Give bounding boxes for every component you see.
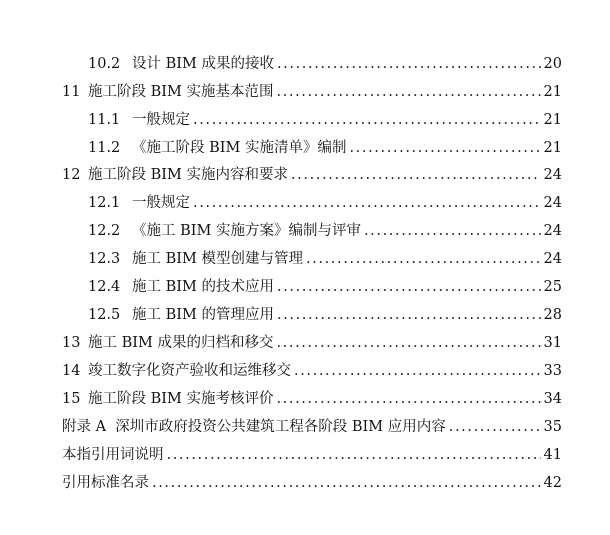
toc-entry-number: 11.2 xyxy=(88,140,121,156)
toc-entry-title: 本指引用词说明 xyxy=(62,447,164,463)
toc-entry-page: 24 xyxy=(543,251,562,267)
toc-entry-12[interactable] xyxy=(0,163,610,187)
toc-entry-title: 《施工 BIM 实施方案》编制与评审 xyxy=(132,223,361,239)
toc-entry-page: 20 xyxy=(543,56,562,72)
toc-entry-number: 12.1 xyxy=(88,195,121,211)
toc-entry-page: 42 xyxy=(543,475,562,491)
toc-entry-number: 11.1 xyxy=(88,112,121,128)
toc-entry-number: 12.2 xyxy=(88,223,121,239)
toc-entry-title: 施工阶段 BIM 实施考核评价 xyxy=(88,391,274,407)
toc-entry-title: 一般规定 xyxy=(132,112,190,128)
dot-leader xyxy=(276,387,540,411)
toc-entry-title: 一般规定 xyxy=(132,195,190,211)
toc-entry-page: 21 xyxy=(543,84,562,100)
toc-entry-title: 施工阶段 BIM 实施基本范围 xyxy=(88,84,274,100)
toc-entry-11-1[interactable] xyxy=(0,108,610,132)
toc-entry-number: 12.4 xyxy=(88,279,121,295)
toc-entry-page: 35 xyxy=(543,419,562,435)
toc-entry-14[interactable] xyxy=(0,359,610,383)
toc-entry-page: 31 xyxy=(543,335,562,351)
dot-leader xyxy=(193,108,541,132)
toc-entry-12-5[interactable] xyxy=(0,303,610,327)
dot-leader xyxy=(277,275,541,299)
toc-entry-title: 施工阶段 BIM 实施内容和要求 xyxy=(88,167,288,183)
toc-entry-page: 25 xyxy=(543,279,562,295)
toc-entry-12-1[interactable] xyxy=(0,191,610,215)
dot-leader xyxy=(193,191,541,215)
toc-entry-page: 24 xyxy=(543,195,562,211)
toc-entry-title: 竣工数字化资产验收和运维移交 xyxy=(88,363,291,379)
toc-entry-11[interactable] xyxy=(0,80,610,104)
toc-entry-title: 施工 BIM 的管理应用 xyxy=(132,307,274,323)
toc-entry-page: 41 xyxy=(543,447,562,463)
dot-leader xyxy=(276,331,540,355)
toc-entry-number: 14 xyxy=(62,363,81,379)
dot-leader xyxy=(449,415,541,439)
dot-leader xyxy=(364,219,541,243)
toc-entry-page: 28 xyxy=(543,307,562,323)
toc-entry-12-2[interactable] xyxy=(0,219,610,243)
toc-entry-page: 21 xyxy=(543,112,562,128)
toc-entry-title: 设计 BIM 成果的接收 xyxy=(132,56,274,72)
toc-entry-number: 12.5 xyxy=(88,307,121,323)
toc-entry-11-2[interactable] xyxy=(0,136,610,160)
toc-entry-15[interactable] xyxy=(0,387,610,411)
toc-entry-appendix-a[interactable] xyxy=(0,415,610,439)
toc-entry-page: 24 xyxy=(543,167,562,183)
toc-entry-title: 施工 BIM 模型创建与管理 xyxy=(132,251,303,267)
dot-leader xyxy=(277,303,541,327)
dot-leader xyxy=(277,52,541,76)
toc-entry-title: 《施工阶段 BIM 实施清单》编制 xyxy=(132,140,347,156)
toc-entry-title: 附录 A 深圳市政府投资公共建筑工程各阶段 BIM 应用内容 xyxy=(62,419,446,435)
toc-entry-number: 13 xyxy=(62,335,81,351)
toc-entry-12-3[interactable] xyxy=(0,247,610,271)
toc-entry-12-4[interactable] xyxy=(0,275,610,299)
toc-entry-number: 11 xyxy=(62,84,81,100)
toc-entry-title: 施工 BIM 的技术应用 xyxy=(132,279,274,295)
dot-leader xyxy=(276,80,540,104)
toc-entry-number: 12 xyxy=(62,167,81,183)
toc-entry-referenced-standards[interactable] xyxy=(0,471,610,495)
toc-entry-number: 10.2 xyxy=(88,56,121,72)
toc-entry-13[interactable] xyxy=(0,331,610,355)
toc-entry-page: 34 xyxy=(543,391,562,407)
toc-entry-title: 施工 BIM 成果的归档和移交 xyxy=(88,335,274,351)
dot-leader xyxy=(291,163,541,187)
dot-leader xyxy=(152,471,541,495)
dot-leader xyxy=(294,359,541,383)
toc-entry-page: 24 xyxy=(543,223,562,239)
toc-entry-10-2[interactable] xyxy=(0,52,610,76)
toc-entry-title: 引用标准名录 xyxy=(62,475,149,491)
toc-entry-page: 21 xyxy=(543,140,562,156)
toc-entry-page: 33 xyxy=(543,363,562,379)
dot-leader xyxy=(167,443,541,467)
toc-entry-terms-explanation[interactable] xyxy=(0,443,610,467)
dot-leader xyxy=(349,136,540,160)
toc-entry-number: 15 xyxy=(62,391,81,407)
dot-leader xyxy=(306,247,541,271)
toc-entry-number: 12.3 xyxy=(88,251,121,267)
